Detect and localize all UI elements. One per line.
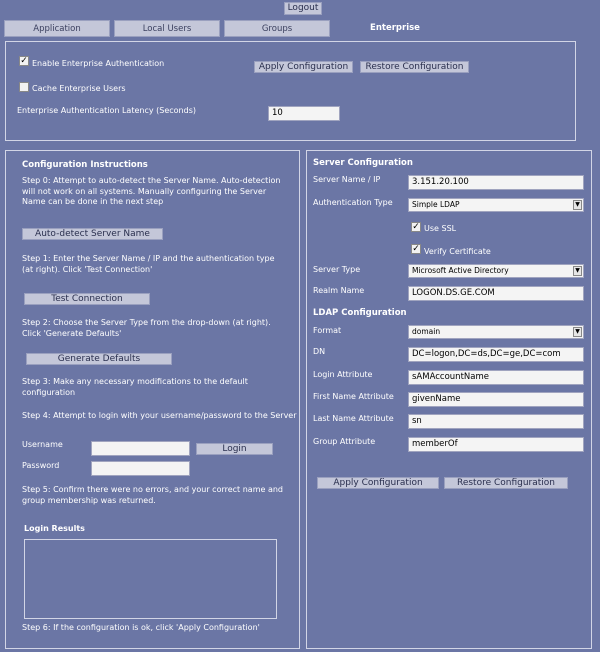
autodetect-button[interactable]: Auto-detect Server Name <box>22 228 163 240</box>
latency-label: Enterprise Authentication Latency (Seconds) <box>17 106 196 115</box>
restore-server-button[interactable]: Restore Configuration <box>444 477 568 489</box>
dn-input[interactable]: DC=logon,DC=ds,DC=ge,DC=com <box>408 347 584 362</box>
cache-enterprise-checkbox[interactable] <box>19 82 29 92</box>
server-config-title: Server Configuration <box>313 158 413 168</box>
login-results-title: Login Results <box>24 524 85 533</box>
tab-groups[interactable]: Groups <box>224 20 330 37</box>
verify-certificate-label: Verify Certificate <box>424 247 491 256</box>
apply-enterprise-button[interactable]: Apply Configuration <box>254 61 353 73</box>
realm-name-label: Realm Name <box>313 286 365 295</box>
username-input[interactable] <box>91 441 190 456</box>
step6-text: Step 6: If the configuration is ok, click 'Apply Configuration' <box>22 623 260 632</box>
tab-local-users[interactable]: Local Users <box>114 20 220 37</box>
step3-text: Step 3: Make any necessary modifications to the default configuration <box>22 377 248 397</box>
first-name-attribute-label: First Name Attribute <box>313 392 394 401</box>
step4-text: Step 4: Attempt to login with your username/password to the Server <box>22 411 297 420</box>
last-name-attribute-input[interactable]: sn <box>408 414 584 429</box>
auth-type-label: Authentication Type <box>313 198 393 207</box>
chevron-down-icon: ▼ <box>573 327 582 337</box>
dn-label: DN <box>313 347 326 356</box>
instructions-title: Configuration Instructions <box>22 160 148 170</box>
enable-enterprise-label: Enable Enterprise Authentication <box>32 59 165 68</box>
step2-text: Step 2: Choose the Server Type from the drop-down (at right). Click 'Generate Defaults' <box>22 318 271 338</box>
password-label: Password <box>22 461 60 470</box>
server-type-select[interactable]: Microsoft Active Directory ▼ <box>408 264 584 278</box>
apply-server-button[interactable]: Apply Configuration <box>317 477 439 489</box>
use-ssl-label: Use SSL <box>424 224 457 233</box>
first-name-attribute-input[interactable]: givenName <box>408 392 584 407</box>
step5-text: Step 5: Confirm there were no errors, and your correct name and group membership was returned. <box>22 485 283 505</box>
login-attribute-label: Login Attribute <box>313 370 373 379</box>
cache-enterprise-label: Cache Enterprise Users <box>32 84 126 93</box>
tab-enterprise[interactable]: Enterprise <box>333 19 457 38</box>
group-attribute-label: Group Attribute <box>313 437 376 446</box>
server-name-label: Server Name / IP <box>313 175 381 184</box>
login-results-area[interactable] <box>24 539 277 619</box>
login-attribute-input[interactable]: sAMAccountName <box>408 370 584 385</box>
username-label: Username <box>22 440 63 449</box>
server-type-label: Server Type <box>313 265 361 274</box>
chevron-down-icon: ▼ <box>573 266 582 276</box>
step1-text: Step 1: Enter the Server Name / IP and the authentication type (at right). Click 'Test Connection' <box>22 254 275 274</box>
enable-enterprise-checkbox[interactable]: ✓ <box>20 56 28 66</box>
verify-certificate-checkbox[interactable]: ✓ <box>412 244 420 254</box>
group-attribute-input[interactable]: memberOf <box>408 437 584 452</box>
format-label: Format <box>313 326 342 335</box>
logout-button[interactable]: Logout <box>284 2 322 15</box>
tab-application[interactable]: Application <box>4 20 110 37</box>
latency-input[interactable]: 10 <box>268 106 340 121</box>
password-input[interactable] <box>91 461 190 476</box>
ldap-config-title: LDAP Configuration <box>313 308 407 318</box>
restore-enterprise-button[interactable]: Restore Configuration <box>360 61 469 73</box>
use-ssl-checkbox[interactable]: ✓ <box>412 222 420 232</box>
server-name-input[interactable]: 3.151.20.100 <box>408 175 584 190</box>
login-button[interactable]: Login <box>196 443 273 455</box>
chevron-down-icon: ▼ <box>573 200 582 210</box>
test-connection-button[interactable]: Test Connection <box>24 293 150 305</box>
realm-name-input[interactable]: LOGON.DS.GE.COM <box>408 286 584 301</box>
step0-text: Step 0: Attempt to auto-detect the Server Name. Auto-detection will not work on all systems. Manually configuring the Server Name can be done in the next step <box>22 176 281 206</box>
generate-defaults-button[interactable]: Generate Defaults <box>26 353 172 365</box>
last-name-attribute-label: Last Name Attribute <box>313 414 394 423</box>
auth-type-select[interactable]: Simple LDAP ▼ <box>408 198 584 212</box>
format-select[interactable]: domain ▼ <box>408 325 584 339</box>
